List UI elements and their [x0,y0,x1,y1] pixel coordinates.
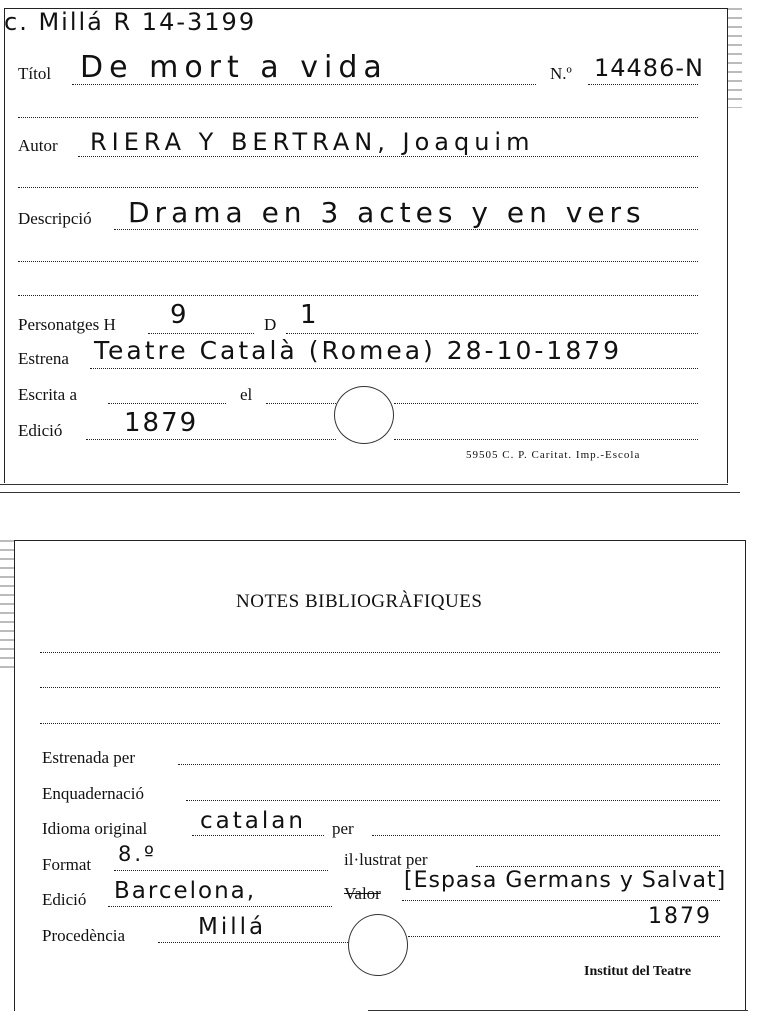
estrena-line [90,368,698,369]
printer-imprint: 59505 C. P. Caritat. Imp.-Escola [466,449,641,461]
punch-hole [348,914,408,976]
procedencia-value: Millá [198,914,267,940]
procedencia-line-right [408,936,720,937]
personatges-h-value: 9 [170,300,190,330]
titol-extra-line [18,117,698,118]
personatges-h-line [148,333,254,334]
card-bottom-edge [0,484,728,485]
descripcio-value: Drama en 3 actes y en vers [128,196,646,229]
valor-line [402,900,720,901]
format-value: 8.º [118,842,157,866]
descripcio-extra-line-1 [18,261,698,262]
valor-value: [Espasa Germans y Salvat] [404,868,727,893]
numero-value: 14486-N [594,54,704,82]
edicio2-line [108,906,332,907]
scan-separator [0,492,740,493]
notes-line-2 [40,687,720,688]
institution-imprint: Institut del Teatre [584,964,692,979]
edicio-line-left [86,439,336,440]
idioma-per-line [372,835,720,836]
escrita-date-line-right [394,403,698,404]
valor-label: Valor [344,884,381,903]
notes-heading: NOTES BIBLIOGRÀFIQUES [236,591,483,612]
estrenada-line [178,764,720,765]
notes-line-1 [40,652,720,653]
escrita-place-line [108,403,226,404]
enquadernacio-line [186,800,720,801]
personatges-d-line [286,333,698,334]
illustrat-line [476,866,720,867]
autor-value: RIERA Y BERTRAN, Joaquim [90,128,535,156]
descripcio-extra-line-2 [18,295,698,296]
format-label: Format [42,855,92,874]
procedencia-line-left [158,942,348,943]
scan-edge-noise [0,540,14,670]
personatges-d-value: 1 [300,300,320,330]
procedencia-label: Procedència [42,926,126,945]
titol-label: Títol [18,64,52,83]
numero-line [588,84,698,85]
enquadernacio-label: Enquadernació [42,784,144,803]
edicio2-label: Edició [42,890,87,909]
autor-label: Autor [18,136,58,155]
escrita-label: Escrita a [18,385,77,404]
edicio2-value: Barcelona, [114,878,257,904]
card-bottom-edge [368,1010,748,1011]
scan-edge-noise [728,8,742,108]
illustrat-label: il·lustrat per [344,850,428,869]
idioma-label: Idioma original [42,819,148,838]
personatges-h-label: Personatges H [18,315,116,334]
archive-reference-note: c. Millá R 14-3199 [4,8,257,36]
autor-extra-line [18,187,698,188]
edicio-value: 1879 [124,408,199,438]
idioma-value: catalan [200,808,306,834]
idioma-line [192,835,324,836]
edicio-label: Edició [18,421,63,440]
autor-line [78,156,698,157]
escrita-date-line-left [266,403,336,404]
descripcio-label: Descripció [18,209,92,228]
numero-label: N.º [550,64,572,83]
idioma-per-label: per [332,819,354,838]
descripcio-line [114,229,698,230]
personatges-d-label: D [264,315,277,334]
estrenada-label: Estrenada per [42,748,135,767]
titol-value: De mort a vida [80,50,388,85]
format-line [114,870,328,871]
estrena-value: Teatre Català (Romea) 28-10-1879 [94,336,623,365]
year-value: 1879 [648,904,712,929]
punch-hole [334,386,394,444]
edicio-line-right [394,439,698,440]
estrena-label: Estrena [18,349,69,368]
escrita-el-label: el [240,385,253,404]
notes-line-3 [40,723,720,724]
